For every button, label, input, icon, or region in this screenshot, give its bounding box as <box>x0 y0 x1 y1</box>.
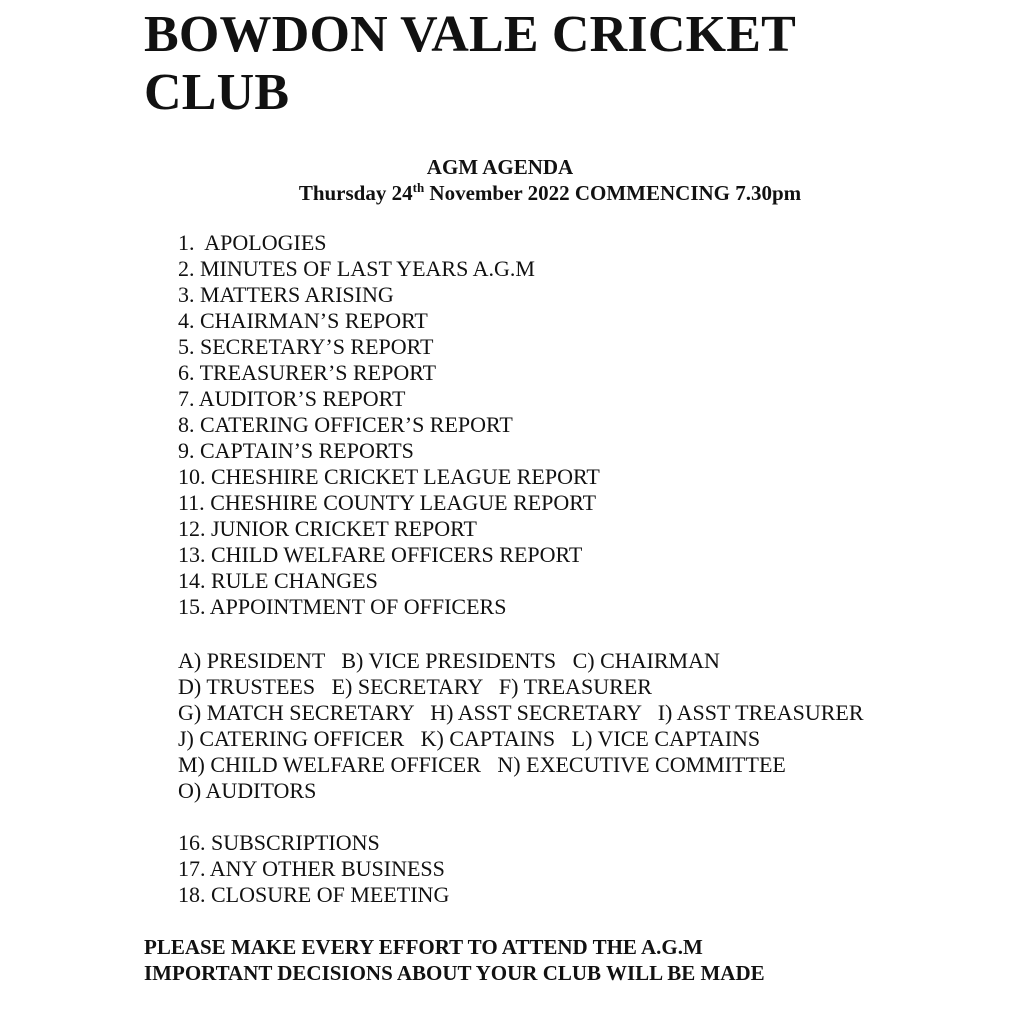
agenda-item-text: CLOSURE OF MEETING <box>205 882 450 907</box>
agenda-item-number: 2. <box>178 256 195 281</box>
agenda-item-number: 7. <box>178 386 195 411</box>
officer-positions-row: A) PRESIDENT B) VICE PRESIDENTS C) CHAIRMAN <box>178 648 720 673</box>
agenda-item-text: CATERING OFFICER’S REPORT <box>194 412 513 437</box>
agenda-item-text: CHAIRMAN’S REPORT <box>194 308 428 333</box>
officer-positions-row: J) CATERING OFFICER K) CAPTAINS L) VICE CAPTAINS <box>178 726 761 751</box>
officer-positions-row: G) MATCH SECRETARY H) ASST SECRETARY I) ASST TREASURER <box>178 700 864 725</box>
agenda-item-text: SECRETARY’S REPORT <box>194 334 434 359</box>
agenda-item-text: APOLOGIES <box>194 230 327 255</box>
agenda-item-text: SUBSCRIPTIONS <box>205 830 380 855</box>
agenda-item <box>178 594 600 620</box>
agenda-item-number: 4. <box>178 308 195 333</box>
agenda-item-text: CHESHIRE COUNTY LEAGUE REPORT <box>204 490 597 515</box>
agenda-item-number: 1. <box>178 230 195 255</box>
agenda-item-number: 12. <box>178 516 206 541</box>
agenda-item <box>178 230 600 256</box>
agenda-item-number: 9. <box>178 438 195 463</box>
meeting-day: Thursday 24 <box>298 181 413 205</box>
agenda-item-number: 8. <box>178 412 195 437</box>
agenda-item-text: JUNIOR CRICKET REPORT <box>205 516 477 541</box>
agenda-heading <box>0 154 1000 206</box>
agenda-heading-title: AGM AGENDA <box>426 155 574 179</box>
agenda-item-text: MINUTES OF LAST YEARS A.G.M <box>194 256 535 281</box>
agenda-item-text: CAPTAIN’S REPORTS <box>194 438 414 463</box>
agenda-item-number: 3. <box>178 282 195 307</box>
agenda-item-text: MATTERS ARISING <box>194 282 394 307</box>
notice-line-2: IMPORTANT DECISIONS ABOUT YOUR CLUB WILL BE MADE <box>144 961 765 985</box>
agenda-item <box>178 308 600 334</box>
agenda-heading-date <box>0 180 1000 206</box>
agenda-item-number: 11. <box>178 490 205 515</box>
agenda-item-number: 18. <box>178 882 206 907</box>
agenda-item-number: 13. <box>178 542 206 567</box>
meeting-day-suffix: th <box>412 180 425 195</box>
agenda-item-text: CHESHIRE CRICKET LEAGUE REPORT <box>205 464 600 489</box>
agenda-item <box>178 386 600 412</box>
agenda-item-number: 17. <box>178 856 206 881</box>
agenda-item-text: APPOINTMENT OF OFFICERS <box>205 594 507 619</box>
agenda-item-number: 10. <box>178 464 206 489</box>
agenda-item-text: CHILD WELFARE OFFICERS REPORT <box>205 542 583 567</box>
notice-line-1: PLEASE MAKE EVERY EFFORT TO ATTEND THE A.G.M <box>144 935 703 959</box>
agenda-item <box>178 568 600 594</box>
agenda-item-text: ANY OTHER BUSINESS <box>205 856 445 881</box>
agenda-item-number: 16. <box>178 830 206 855</box>
officer-positions-row: D) TRUSTEES E) SECRETARY F) TREASURER <box>178 674 652 699</box>
agenda-item <box>178 412 600 438</box>
agenda-item <box>178 542 600 568</box>
agenda-item-number: 6. <box>178 360 195 385</box>
agenda-item-number: 14. <box>178 568 206 593</box>
officer-positions-list <box>178 648 864 804</box>
officer-positions-row: M) CHILD WELFARE OFFICER N) EXECUTIVE COMMITTEE <box>178 752 786 777</box>
agenda-items-list <box>178 230 600 620</box>
club-title <box>144 6 904 122</box>
agenda-item <box>178 464 600 490</box>
agenda-items-list-final <box>178 830 449 908</box>
agenda-item-text: RULE CHANGES <box>205 568 378 593</box>
officer-positions-row: O) AUDITORS <box>178 778 317 803</box>
attendance-notice <box>144 934 765 986</box>
club-title-line-1: BOWDON VALE CRICKET <box>144 6 797 63</box>
agenda-item-number: 15. <box>178 594 206 619</box>
agenda-item <box>178 856 449 882</box>
agenda-item-text: AUDITOR’S REPORT <box>194 386 406 411</box>
agenda-item <box>178 334 600 360</box>
agenda-item <box>178 516 600 542</box>
agenda-item <box>178 490 600 516</box>
meeting-date-time: November 2022 COMMENCING 7.30pm <box>424 181 802 205</box>
agenda-item <box>178 438 600 464</box>
agenda-item <box>178 882 449 908</box>
agenda-item <box>178 282 600 308</box>
agenda-item-text: TREASURER’S REPORT <box>194 360 437 385</box>
club-title-line-2: CLUB <box>144 64 290 121</box>
agenda-item <box>178 360 600 386</box>
agenda-item <box>178 830 449 856</box>
agenda-item <box>178 256 600 282</box>
agenda-item-number: 5. <box>178 334 195 359</box>
